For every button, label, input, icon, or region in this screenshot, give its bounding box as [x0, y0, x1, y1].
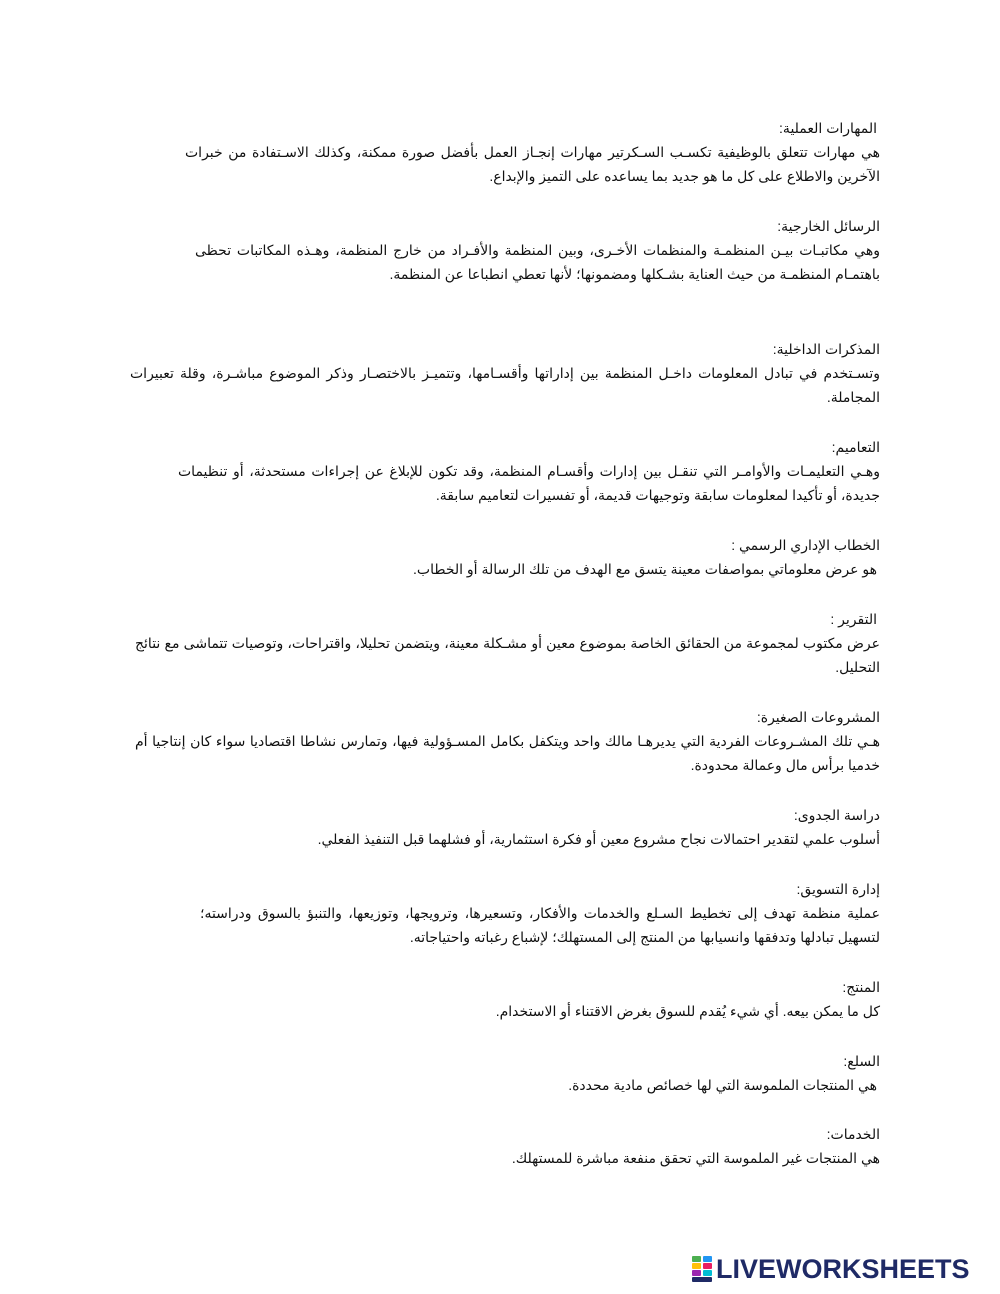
term-title: المهارات العملية: — [779, 120, 877, 136]
term-definition: وهي مكاتبـات بيـن المنظمـة والمنظمات الأخـرى، وبين المنظمة والأفـراد من خارج المنظمة، وهـذه المكاتبات تحظى باهتمـام المنظمـة من حيث العناية بشـكلها ومضمونها؛ لأنها تعطي انطباعا عن المنظمة. — [195, 242, 880, 282]
term-title: الرسائل الخارجية: — [777, 218, 880, 234]
term-feasibility-study — [300, 806, 880, 851]
liveworksheets-wordmark: LIVEWORKSHEETS — [716, 1254, 970, 1284]
term-title: الخطاب الإداري الرسمي : — [731, 537, 880, 553]
liveworksheets-logo — [692, 1254, 970, 1284]
term-title: التقرير : — [830, 611, 877, 627]
term-small-projects — [135, 708, 880, 777]
term-definition: وهـي التعليمـات والأوامـر التي تنقـل بين إدارات وأقسـام المنظمة، وقد تكون للإبلاغ عن إجراءات مستحدثة، أو تنظيمات جديدة، أو تأكيدا لمعلومات سابقة وتوجيهات قديمة، أو تفسيرات لتعاميم سابقة. — [178, 463, 880, 503]
term-title: المنتج: — [842, 979, 880, 995]
term-definition: هو عرض معلوماتي بمواصفات معينة يتسق مع الهدف من تلك الرسالة أو الخطاب. — [413, 561, 877, 577]
term-title: المذكرات الداخلية: — [772, 341, 880, 357]
term-definition: أسلوب علمي لتقدير احتمالات نجاح مشروع معين أو فكرة استثمارية، أو فشلهما قبل التنفيذ الفعلي. — [317, 831, 880, 847]
term-report — [135, 610, 880, 679]
term-practical-skills — [185, 119, 880, 188]
term-definition: هي المنتجات الملموسة التي لها خصائص مادية محددة. — [568, 1077, 877, 1093]
term-internal-memos — [130, 340, 880, 409]
term-title: المشروعات الصغيرة: — [756, 709, 880, 725]
term-definition: وتسـتخدم في تبادل المعلومات داخـل المنظمة بين إداراتها وأقسـامها، وتتميـز بالاختصـار وذكر الموضوع مباشـرة، وقلة تعبيرات المجاملة. — [130, 365, 880, 405]
term-marketing-management — [200, 880, 880, 949]
term-title: إدارة التسويق: — [796, 881, 880, 897]
term-definition: هـي تلك المشـروعات الفردية التي يديرهـا مالك واحد ويتكفل بكامل المسـؤولية فيها، وتمارس نشاطا اقتصاديا سواء كان إنتاجيا أم خدميا برأس مال وعمالة محدودة. — [135, 733, 880, 773]
term-definition: هي المنتجات غير الملموسة التي تحقق منفعة مباشرة للمستهلك. — [511, 1150, 880, 1166]
term-services — [500, 1125, 880, 1170]
term-title: التعاميم: — [831, 439, 880, 455]
term-official-letter — [380, 536, 880, 581]
term-definition: هي مهارات تتعلق بالوظيفية تكسـب السـكرتير مهارات إنجـاز العمل بأفضل صورة ممكنة، وكذلك الاسـتفادة من خبرات الآخرين والاطلاع على كل ما هو جديد بما يساعده على التميز والإبداع. — [185, 144, 880, 184]
term-title: دراسة الجدوى: — [793, 807, 880, 823]
term-title: الخدمات: — [826, 1126, 880, 1142]
term-title: السلع: — [843, 1053, 880, 1069]
term-product — [460, 978, 880, 1023]
term-goods — [540, 1052, 880, 1097]
term-circulars — [178, 438, 880, 507]
term-definition: عرض مكتوب لمجموعة من الحقائق الخاصة بموضوع معين أو مشـكلة معينة، ويتضمن تحليلا، واقتراحات، وتوصيات تتماشى مع نتائج التحليل. — [135, 635, 881, 675]
term-definition: عملية منظمة تهدف إلى تخطيط السـلع والخدمات والأفكار، وتسعيرها، وترويجها، وتوزيعها، والتنبؤ بالسوق ودراسته؛ لتسهيل تبادلها وتدفقها وانسيابها من المنتج إلى المستهلك؛ لإشباع رغباته واحتياجاته. — [200, 905, 880, 945]
term-definition: كل ما يمكن بيعه. أي شيء يُقدم للسوق بغرض الاقتناء أو الاستخدام. — [495, 1003, 880, 1019]
term-external-letters — [195, 217, 880, 286]
liveworksheets-mark-icon — [692, 1256, 712, 1282]
